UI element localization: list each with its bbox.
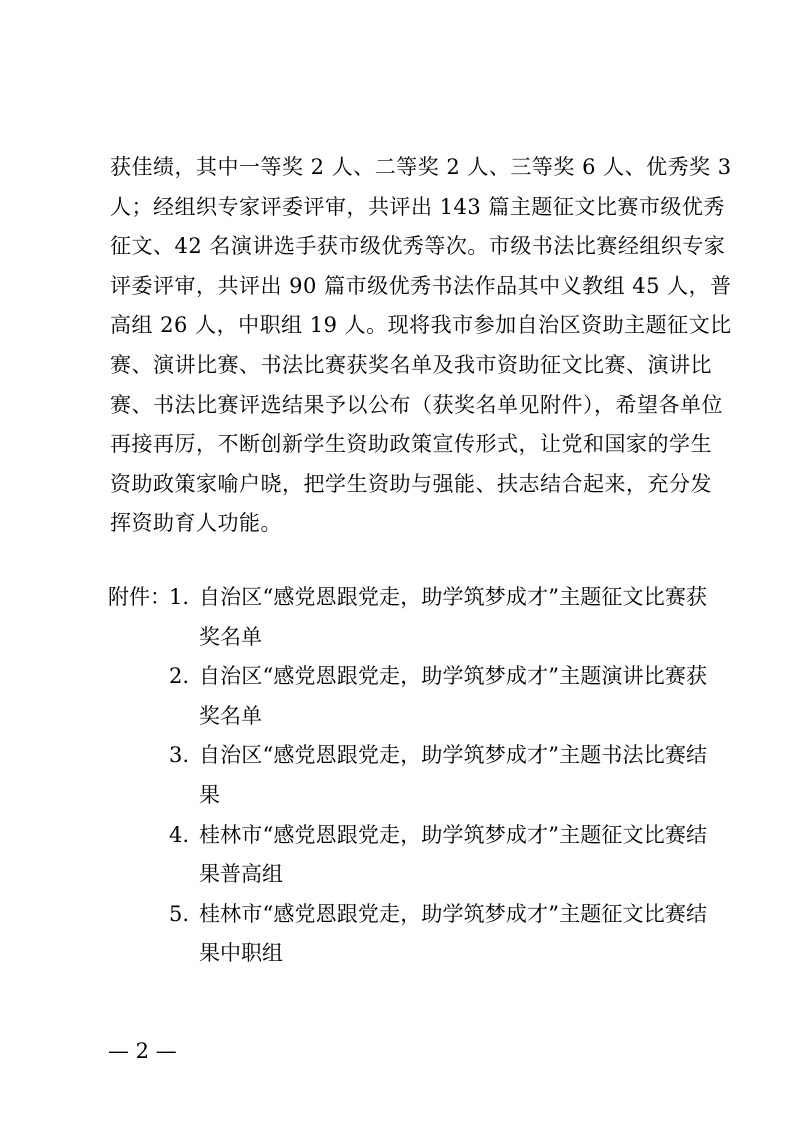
attachment-title-line2: 果 <box>199 782 220 807</box>
attachment-title-line2: 果中职组 <box>199 941 283 966</box>
attachment-title-line1: 自治区“感党恩跟党走，助学筑梦成才”主题书法比赛结 <box>199 743 707 768</box>
attachment-title-line1: 桂林市“感党恩跟党走，助学筑梦成才”主题征文比赛结 <box>199 901 707 926</box>
body-line: 高组 26 人，中职组 19 人。现将我市参加自治区资助主题征文比 <box>110 313 732 338</box>
attachment-number: 1. <box>169 585 190 609</box>
attachment-number: 5. <box>169 901 190 926</box>
attachment-item <box>169 736 709 815</box>
attachment-title-line1: 自治区“感党恩跟党走，助学筑梦成才”主题演讲比赛获 <box>199 664 707 689</box>
attachment-title-line2: 奖名单 <box>199 703 262 728</box>
attachment-title-line2: 果普高组 <box>199 862 283 887</box>
attachment-number: 4. <box>169 822 190 847</box>
body-line: 征文、42 名演讲选手获市级优秀等次。市级书法比赛经组织专家 <box>110 234 726 259</box>
page-number: — 2 — <box>108 1039 177 1063</box>
attachment-item <box>169 578 709 657</box>
body-line: 赛、书法比赛评选结果予以公布（获奖名单见附件），希望各单位 <box>110 392 723 417</box>
attachment-item <box>169 657 709 736</box>
attachment-title-line2: 奖名单 <box>199 624 262 649</box>
body-line: 赛、演讲比赛、书法比赛获奖名单及我市资助征文比赛、演讲比 <box>110 352 712 377</box>
attachment-item <box>169 816 709 895</box>
body-paragraph <box>110 148 732 544</box>
body-line: 人；经组织专家评委评审，共评出 143 篇主题征文比赛市级优秀 <box>110 194 725 219</box>
attachments-list <box>169 578 709 974</box>
body-line: 获佳绩，其中一等奖 2 人、二等奖 2 人、三等奖 6 人、优秀奖 3 <box>110 155 732 179</box>
body-line: 资助政策家喻户晓，把学生资助与强能、扶志结合起来，充分发 <box>110 471 712 496</box>
attachment-number: 2. <box>169 664 190 689</box>
attachment-item <box>169 895 709 974</box>
body-line: 挥资助育人功能。 <box>110 511 282 536</box>
body-line: 再接再厉，不断创新学生资助政策宣传形式，让党和国家的学生 <box>110 432 712 457</box>
attachments-label: 附件： <box>108 585 171 609</box>
body-line: 评委评审，共评出 90 篇市级优秀书法作品其中义教组 45 人，普 <box>110 273 732 298</box>
attachment-number: 3. <box>169 743 190 768</box>
attachment-title-line1: 自治区“感党恩跟党走，助学筑梦成才”主题征文比赛获 <box>199 585 707 609</box>
attachment-title-line1: 桂林市“感党恩跟党走，助学筑梦成才”主题征文比赛结 <box>199 822 707 847</box>
